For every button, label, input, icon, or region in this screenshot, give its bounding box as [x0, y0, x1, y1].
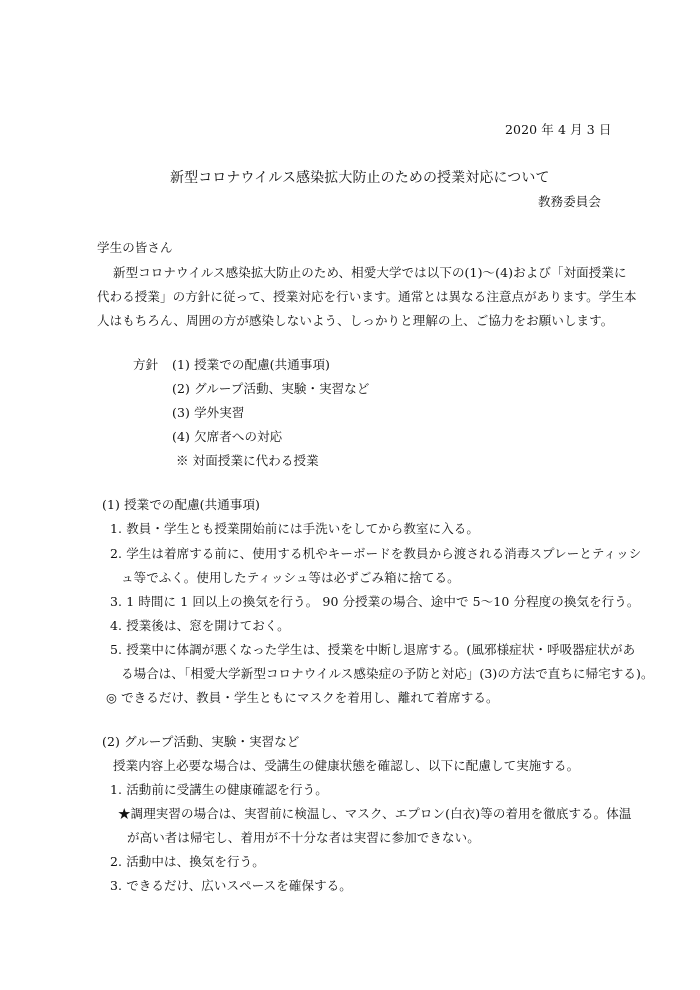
intro-line: 代わる授業」の方針に従って、授業対応を行います。通常とは異なる注意点があります。学生本: [97, 289, 637, 304]
section2-note: ★調理実習の場合は、実習前に検温し、マスク、エプロン(白衣)等の着用を徹底する。体温: [118, 806, 632, 821]
section2-note: が高い者は帰宅し、着用が不十分な者は実習に参加できない。: [127, 830, 480, 845]
section1-line: 4. 授業後は、窓を開けておく。: [110, 618, 290, 633]
section2-heading: (2) グループ活動、実験・実習など: [102, 734, 300, 749]
policy-label: 方針: [133, 357, 159, 372]
section2-line: 2. 活動中は、換気を行う。: [110, 854, 265, 869]
intro-line: 人はもちろん、周囲の方が感染しないよう、しっかりと理解の上、ご協力をお願いします。: [97, 313, 614, 328]
section1-line: る場合は、「相愛大学新型コロナウイルス感染症の予防と対応」(3)の方法で直ちに帰宅する)。: [121, 666, 654, 681]
section1-line: 5. 授業中に体調が悪くなった学生は、授業を中断し退席する。(風邪様症状・呼吸器症状があ: [110, 642, 636, 657]
policy-item: (1) 授業での配慮(共通事項): [172, 357, 331, 372]
section2-line: 1. 活動前に受講生の健康確認を行う。: [110, 782, 328, 797]
section1-line: ュ等でふく。使用したティッシュ等は必ずごみ箱に捨てる。: [121, 570, 460, 585]
section2-line: 授業内容上必要な場合は、受講生の健康状態を確認し、以下に配慮して実施する。: [113, 758, 580, 773]
intro-line: 新型コロナウイルス感染拡大防止のため、相愛大学では以下の(1)～(4)および「対面授業に: [113, 265, 627, 280]
document-date: 2020 年 4 月 3 日: [505, 122, 612, 137]
policy-item: (4) 欠席者への対応: [172, 429, 283, 444]
policy-item: (3) 学外実習: [172, 405, 245, 420]
document-title: 新型コロナウイルス感染拡大防止のための授業対応について: [170, 170, 550, 186]
section1-line: 2. 学生は着席する前に、使用する机やキーボードを教員から渡される消毒スプレーとティッシ: [110, 546, 642, 561]
section1-line: 1. 教員・学生とも授業開始前には手洗いをしてから教室に入る。: [110, 521, 480, 536]
section1-line: 3. 1 時間に 1 回以上の換気を行う。 90 分授業の場合、途中で 5～10 分程度の換気を行う。: [110, 594, 640, 609]
policy-item: (2) グループ活動、実験・実習など: [172, 381, 370, 396]
greeting: 学生の皆さん: [97, 240, 173, 255]
section1-heading: (1) 授業での配慮(共通事項): [102, 497, 261, 512]
policy-item: ※ 対面授業に代わる授業: [176, 453, 319, 468]
section2-line: 3. できるだけ、広いスペースを確保する。: [110, 878, 352, 893]
issuing-organization: 教務委員会: [538, 194, 602, 209]
section1-note: ◎ できるだけ、教員・学生ともにマスクを着用し、離れて着席する。: [106, 690, 499, 705]
